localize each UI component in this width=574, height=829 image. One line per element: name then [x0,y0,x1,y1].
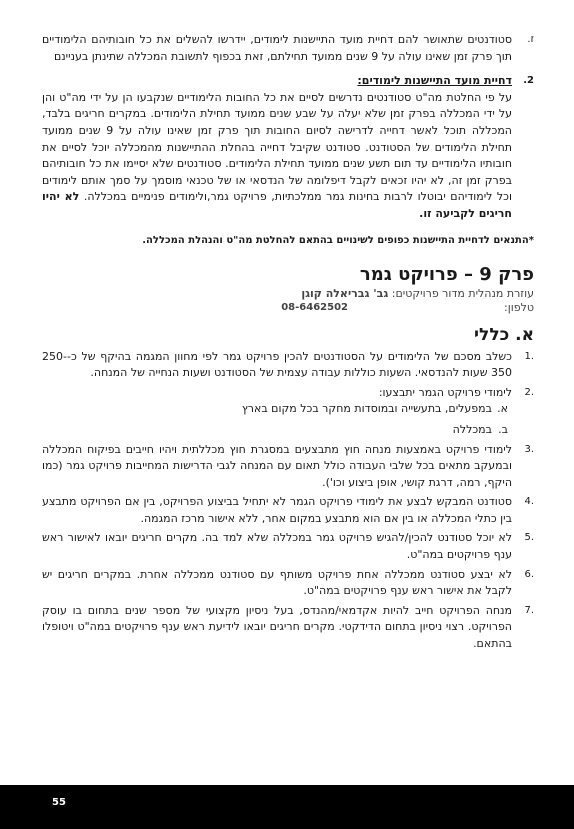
paragraph-item-z [42,32,534,65]
page-content [42,32,534,653]
phone-label: טלפון: [504,300,534,314]
section-subheading: דחיית מועד התיישנות לימודים: [357,74,512,88]
page-number: 55 [52,797,66,808]
phone-number: 08-6462502 [281,301,348,313]
list-item [42,442,534,492]
assistant-line [42,286,534,301]
sub-item-text: במכללה [452,422,492,436]
sub-list-item [42,401,508,418]
notice-text: *התנאים לדחיית התיישנות כפופים לשינויים בהתאם להחלטת מה"ט והנהלת המכללה. [142,234,534,246]
sub-item-marker: א. [497,402,508,416]
item-text: סטודנטים שתאושר להם דחיית מועד התיישנות לימודים, יידרשו להשלים את כל חובותיהם הלימודיים תוך פרק זמן שאינו עולה על 9 שנים ממועד תחילתם, זאת בכפוף לתשובת המכללה שתינתן בעניינם [42,33,512,63]
paragraph-item-2 [42,73,534,222]
item-text: סטודנט המבקש לבצע את לימודי פרויקט הגמר לא יתחיל בביצוע הפרויקט, בין אם הפרויקט מתבצע בין כתלי המכללה או בין אם הוא מתבצע במקום אחר, ללא אישור מרכז המגמה. [42,495,512,525]
item-text: לימודי פרויקט הגמר יתבצעו: [378,385,512,399]
item-text: לא יוכל סטודנט להכין/להגיש פרויקט גמר במכללה שלא למד בה. מקרים חריגים יובאו לאישור ראש ענף פרויקטים במה"ט. [42,531,512,562]
item-marker: .6 [524,568,534,580]
page-footer [0,785,574,829]
item-marker: .5 [524,532,534,544]
item-marker: .7 [524,604,534,616]
section-list [42,349,534,653]
item-text: על פי החלטת מה"ט סטודנטים נדרשים לסיים את כל החובות הלימודיים שנקבעו הן על ידי מה"ט והן על ידי המכללה בפרק זמן שלא יעלה על שבע שנים ממועד תחילת הלימודים. במקרים חריגים בלבד, המכללה תוכל לאשר דחייה לדרישה לסיום החובות תוך פרק זמן שאינו עולה על 9 שנים ממועד תחילת הלימודים של הסטודנט. סטודנט שקיבל דחייה בהחלת ההתיישנות מהמכללה יוכל לסיים את חובותיו הלימודיים עד תום תשע שנים ממועד תחילת הלימודים. סטודנטים שלא יסיימו את כל חובותיהם בפרק זמן זה, לא יהיו זכאים לקבל דיפלומה של הנדסאי או של טכנאי מוסמך על סמך אותם לימודים וכל לימודיהם יבוטלו לרבות בחינות גמר ממלכתיות, פרויקט גמר,ולימודים פנימיים במכללה. [42,90,512,204]
assistant-label: עוזרת מנהלית מדור פרויקטים: [391,286,534,300]
list-item [42,349,534,382]
list-item [42,494,534,527]
assistant-name: גב' גבריאלה קוגן [301,286,389,300]
item-text: מנחה הפרויקט חייב להיות אקדמאי/מהנדס, בעל ניסיון מקצועי של מספר שנים בתחום בו עוסק הפרויקט. רצוי ניסיון בתחום הדידקטי. מקרים חריגים יובאו לידיעת ראש ענף פרויקטים במה"ט ויטופלו בהתאם. [42,603,512,651]
item-marker: 2. [523,75,534,87]
sub-item-text: במפעלים, בתעשייה ובמוסדות מחקר בכל מקום בארץ [241,402,492,416]
phone-line [42,301,534,316]
item-marker: ז. [527,34,534,45]
list-item [42,603,534,653]
section-title: א. כללי [474,324,534,345]
item-marker: .2 [524,386,534,398]
list-item [42,530,534,563]
item-text: לימודי פרויקט באמצעות מנחה חוץ מתבצעים במסגרת חוץ מכללתית ויהיו חייבים בפיקוח המכללה ובמעקב מתאים בכל שלבי העבודה כולל תאום עם המנחה לגבי הדרישות המחייבות פרויקט גמר (כמו היקף, רמה, דרגת קושי, אופן ביצוע וכו'). [42,442,512,489]
item-marker: .1 [524,350,534,362]
item-text: לא יבצע סטודנט ממכללה אחת פרויקט משותף עם סטודנט ממכללה אחרת. במקרים חריגים יש לקבל את אישור ראש ענף פרויקטים במה"ט. [42,567,512,598]
sub-item-marker: ב. [498,422,508,436]
item-text: כשלב מסכם של הלימודים על הסטודנטים להכין פרויקט גמר לפי מחוון המגמה בהיקף של כ-250-350 שעות להנדסאי. השעות כוללות עבודה עצמית של הסטודנט ושעות הנחייה של המנחה. [42,349,512,380]
item-marker: .4 [524,496,534,508]
chapter-title: פרק 9 – פרויקט גמר [359,263,534,285]
list-item [42,385,534,439]
sub-list-item [42,422,508,439]
item-bold-note: לא יהיו חריגים לקביעה זו. [42,190,512,220]
item-marker: .3 [524,443,534,455]
list-item [42,567,534,600]
